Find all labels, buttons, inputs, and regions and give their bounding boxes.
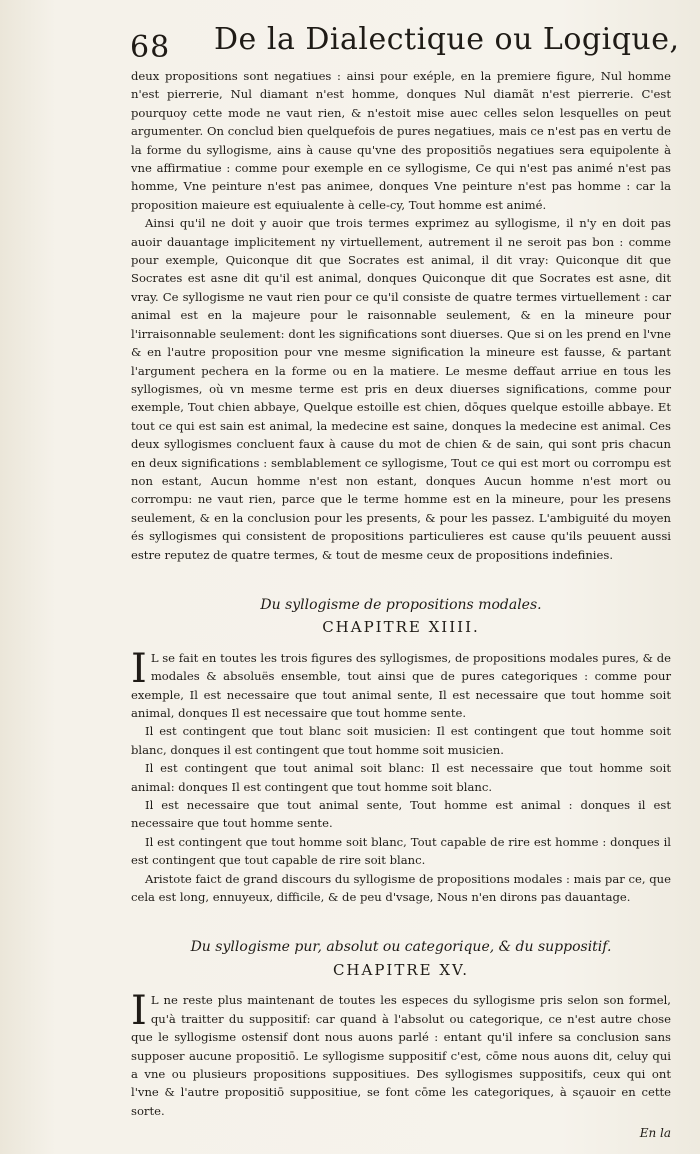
paragraph: deux propositions sont negatiues : ainsi pour exéple, en la premiere figure, Nul homme n'est pierrerie, Nul diamant n'est homme, donques Nul diamãt n'est pierrerie. C'est pourquoy cette mode ne vaut rien, & n'estoit mise auec celles selon lesquelles on peut argumenter. On conclud bien quelquefois de pures negatiues, mais ce n'est pas en vertu de la forme du syllogisme, ains à cause qu'vne des propositiōs negatiues sera equipolente à vne affirmatiue : comme pour exemple en ce syllogisme, Ce qui n'est pas animé n'est pas homme, Vne peinture n'est pas animee, donques Vne peinture n'est pas homme : car la proposition maieure est equiualente à celle-cy, Tout homme est animé. — [131, 69, 671, 212]
paragraph: Aristote faict de grand discours du syllogisme de propositions modales : mais par ce, que cela est long, ennuyeux, difficile, & de peu d'vsage, Nous n'en dirons pas dauantage. — [131, 871, 671, 905]
chapter-title: CHAPITRE XIIII. — [322, 618, 480, 637]
section-title: Du syllogisme pur, absolut ou categorique, & du suppositif. — [190, 939, 612, 956]
running-head: De la Dialectique ou Logique, — [214, 22, 680, 57]
paragraph: Il est necessaire que tout animal sente, Tout homme est animal : donques il est necessaire que tout homme sente. — [131, 798, 671, 831]
page-number: 68 — [130, 30, 171, 65]
catchword: En la — [639, 1126, 671, 1141]
page-body — [131, 67, 671, 1143]
section-title: Du syllogisme de propositions modales. — [260, 596, 542, 613]
drop-cap: I — [131, 988, 147, 1035]
chapter-title: CHAPITRE XV. — [332, 960, 470, 979]
paragraph-text: L se fait en toutes les trois figures des syllogismes, de propositions modales pures, & de modales & absoluës ensemble, tout ainsi que de pures categoriques : comme pour exemple, Il est necessaire que tout animal sente, Il est necessaire que tout homme soit animal, donques Il est necessaire que tout homme sente. — [131, 650, 671, 720]
paragraph: Ainsi qu'il ne doit y auoir que trois termes exprimez au syllogisme, il n'y en doit pas auoir dauantage implicitement ny virtuellement, autrement il ne seroit pas bon : comme pour exemple, Quiconque dit que Socrates est animal, il dit vray: Quiconque dit que Socrates est asne dit qu'il est animal, donques Quiconque dit que Socrates est asne, dit vray. Ce syllogisme ne vaut rien pour ce qu'il consiste de quatre termes virtuellement : car animal est en la majeure pour le raisonnable seulement, & en la mineure pour l'irraisonnable seulement: dont les significations sont diuerses. Que si on les prend en l'vne & en l'autre proposition pour vne mesme signification la mineure est fausse, & partant l'argument pechera en la forme ou en la matiere. Le mesme deffaut arriue en tous les syllogismes, où vn mesme terme est pris en deux diuerses significations, comme pour exemple, Tout chien abbaye, Quelque estoille est chien, dōques quelque estoille abbaye. Et tout ce qui est sain est animal, la medecine est saine, donques la medecine est animal. Ces deux syllogismes concluent faux à cause du mot de chien & de sain, qui sont pris chacun en deux significations : semblablement ce syllogisme, Tout ce qui est mort ou corrompu est non estant, Aucun homme n'est non estant, donques Aucun homme n'est mort ou corrompu: ne vaut rien, parce que le terme homme est en la mineure, pour les presens seulement, & en la conclusion pour les presents, & pour les passez. L'ambiguité du moyen és syllogismes qui consistent de propositions particulieres est cause qu'ils peuuent aussi estre reputez de quatre termes, & tout de mesme ceux de propositions indefinies. — [131, 216, 671, 562]
paragraph — [131, 988, 671, 1120]
paragraph: Il est contingent que tout blanc soit musicien: Il est contingent que tout homme soit blanc, donques il est contingent que tout homme soit musicien. — [131, 724, 671, 757]
paragraph-text: L ne reste plus maintenant de toutes les especes du syllogisme pris selon son formel, qu'à traitter du suppositif: car quand à l'absolut ou categorique, ce n'est autre chose que le syllogisme ostensif dont nous auons parlé : entant qu'il infere sa conclusion sans supposer aucune propositiō. Le syllogisme suppositif c'est, cōme nous auons dit, celuy qui a vne ou plusieurs propositions suppositiues. Des syllogismes suppositifs, ceux qui ont l'vne & l'autre propositiō suppositiue, se font cōme les categoriques, à sçauoir en cette sorte. — [131, 993, 671, 1118]
paragraph: Il est contingent que tout homme soit blanc, Tout capable de rire est homme : donques il est contingent que tout capable de rire soit blanc. — [131, 834, 671, 868]
drop-cap: I — [131, 645, 147, 692]
paragraph: Il est contingent que tout animal soit blanc: Il est necessaire que tout homme soit animal: donques Il est contingent que tout homme soit blanc. — [131, 761, 671, 794]
paragraph — [131, 645, 671, 723]
